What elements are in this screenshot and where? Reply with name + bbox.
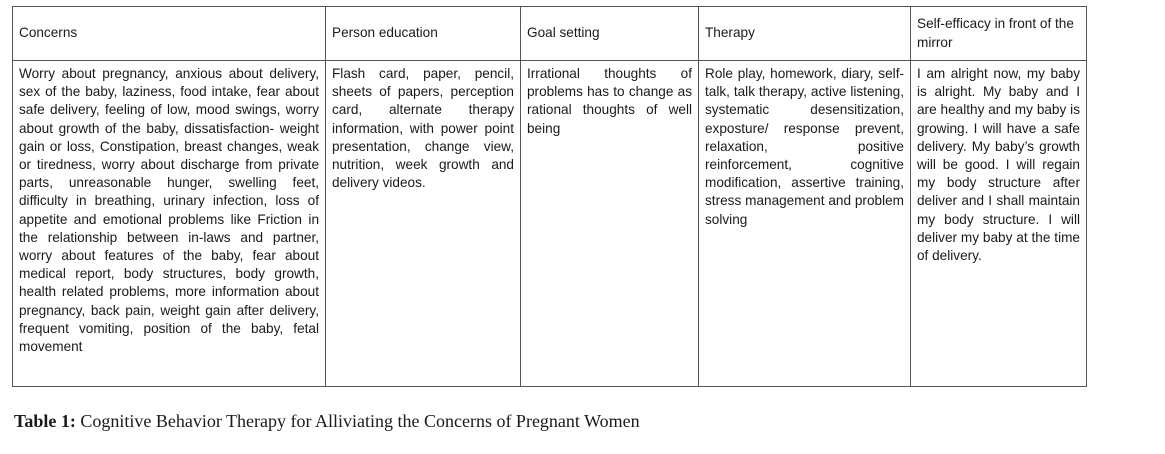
cell-therapy: Role play, homework, diary, self-talk, talk therapy, active listening, systematic desensitization, exposture/ response prevent, relaxation, positive reinforcement, cognitive modification, assertive training, stress management and problem solving [699,61,911,387]
table-caption [14,411,640,432]
cell-goal-setting: Irrational thoughts of problems has to change as rational thoughts of well being [521,61,699,387]
header-goal-setting: Goal setting [521,7,699,61]
cell-concerns: Worry about pregnancy, anxious about delivery, sex of the baby, laziness, food intake, fear about safe delivery, feeling of low, mood swings, worry about growth of the baby, dissatisfaction- weight gain or loss, Constipation, breast changes, weak or tiredness, worry about discharge from private parts, unreasonable hunger, swelling feet, difficulty in breathing, urinary infection, loss of appetite and emotional problems like Friction in the relationship between in-laws and partner, worry about features of the baby, fear about medical report, body structures, body growth, health related problems, more information about pregnancy, back pain, weight gain after delivery, frequent vomiting, position of the baby, fetal movement [13,61,326,387]
cell-self-efficacy: I am alright now, my baby is alright. My baby and I are healthy and my baby is growing. I will have a safe delivery. My baby’s growth will be good. I will regain my body structure after deliver and I shall maintain my body structure. I will deliver my baby at the time of delivery. [911,61,1087,387]
header-concerns: Concerns [13,7,326,61]
header-self-efficacy: Self-efficacy in front of the mirror [911,7,1087,61]
table-header-row [13,7,1087,61]
header-therapy: Therapy [699,7,911,61]
header-person-education: Person education [326,7,521,61]
caption-text: Cognitive Behavior Therapy for Alliviating the Concerns of Pregnant Women [75,411,640,431]
concerns-table [12,6,1087,387]
cell-person-education: Flash card, paper, pencil, sheets of papers, perception card, alternate therapy information, with power point presentation, change view, nutrition, week growth and delivery videos. [326,61,521,387]
caption-label: Table 1: [14,411,76,431]
table-row [13,61,1087,387]
